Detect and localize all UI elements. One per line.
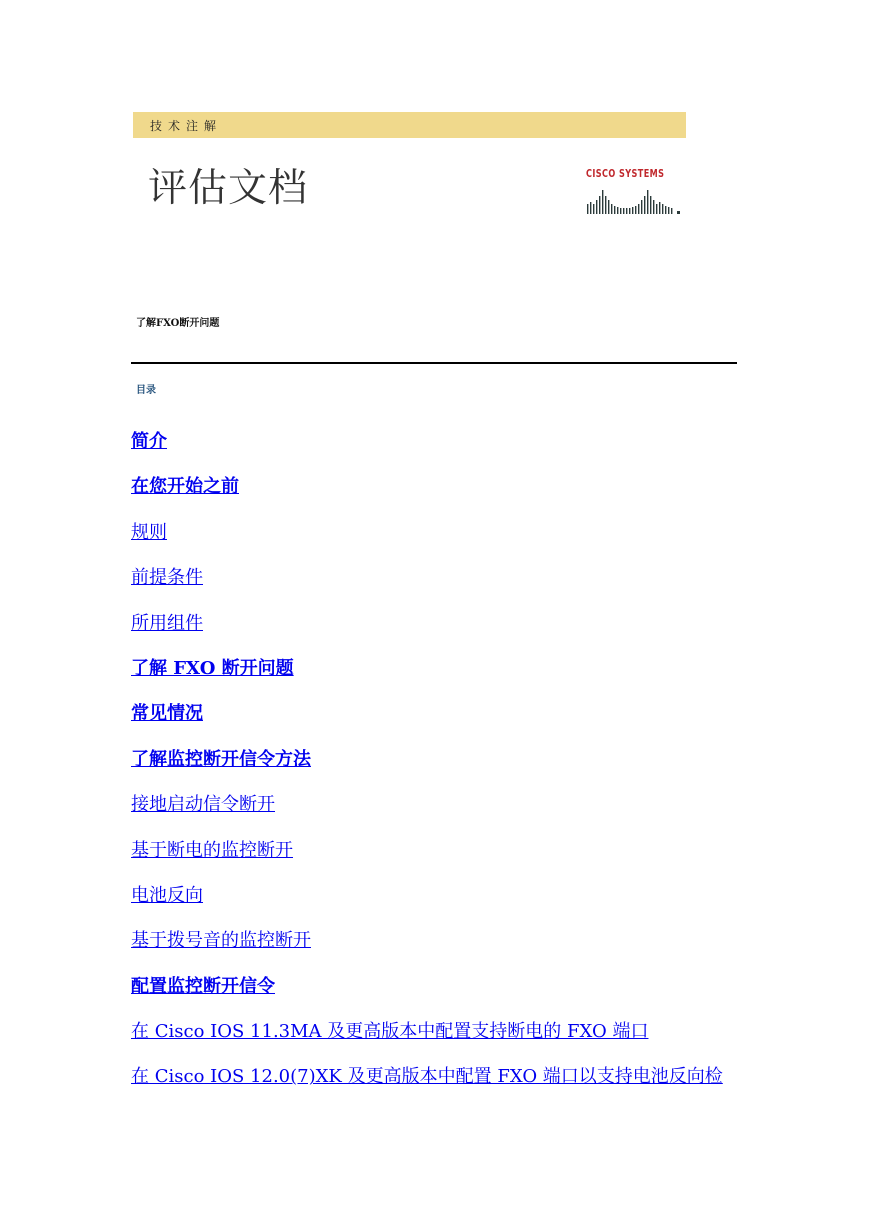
toc-link[interactable]: 在 Cisco IOS 11.3MA 及更高版本中配置支持断电的 FXO 端口: [131, 1021, 649, 1043]
toc-item: [131, 973, 751, 1018]
toc-item: [131, 519, 751, 564]
toc-link[interactable]: 配置监控断开信令: [131, 975, 275, 997]
toc-link[interactable]: 在 Cisco IOS 12.0(7)XK 及更高版本中配置 FXO 端口以支持电池反向检: [131, 1066, 723, 1088]
doc-type-banner: [133, 112, 686, 138]
toc-item: [131, 564, 751, 609]
toc-item: [131, 428, 751, 473]
toc-item: [131, 473, 751, 518]
toc-link[interactable]: 了解监控断开信令方法: [131, 748, 311, 770]
banner-label: 技术注解: [150, 119, 223, 133]
table-of-contents: [131, 428, 751, 1109]
toc-item: [131, 610, 751, 655]
toc-link[interactable]: 了解 FXO 断开问题: [131, 657, 294, 679]
toc-item: [131, 927, 751, 972]
toc-link[interactable]: 简介: [131, 431, 167, 452]
toc-link[interactable]: 常见情况: [131, 703, 203, 725]
toc-link[interactable]: 接地启动信令断开: [131, 794, 275, 816]
toc-item: [131, 655, 751, 700]
toc-link[interactable]: 基于拨号音的监控断开: [131, 930, 311, 952]
logo-text: CISCO SYSTEMS: [586, 167, 665, 180]
toc-link[interactable]: 前提条件: [131, 567, 203, 589]
toc-item: [131, 746, 751, 791]
toc-item: [131, 1063, 751, 1108]
toc-link[interactable]: 电池反向: [131, 884, 203, 906]
section-divider: [131, 362, 737, 364]
toc-link[interactable]: 所用组件: [131, 612, 203, 634]
logo-bridge-icon: [586, 182, 682, 216]
toc-item: [131, 882, 751, 927]
cisco-systems-logo: [586, 168, 682, 218]
toc-link[interactable]: 规则: [131, 521, 167, 543]
toc-item: [131, 700, 751, 745]
toc-heading: 目录: [136, 385, 156, 396]
toc-item: [131, 837, 751, 882]
toc-item: [131, 1018, 751, 1063]
toc-link[interactable]: 基于断电的监控断开: [131, 839, 293, 861]
toc-link[interactable]: 在您开始之前: [131, 476, 239, 498]
document-subtitle: 了解FXO断开问题: [136, 318, 220, 329]
toc-item: [131, 791, 751, 836]
document-title: 评估文档: [148, 166, 309, 211]
